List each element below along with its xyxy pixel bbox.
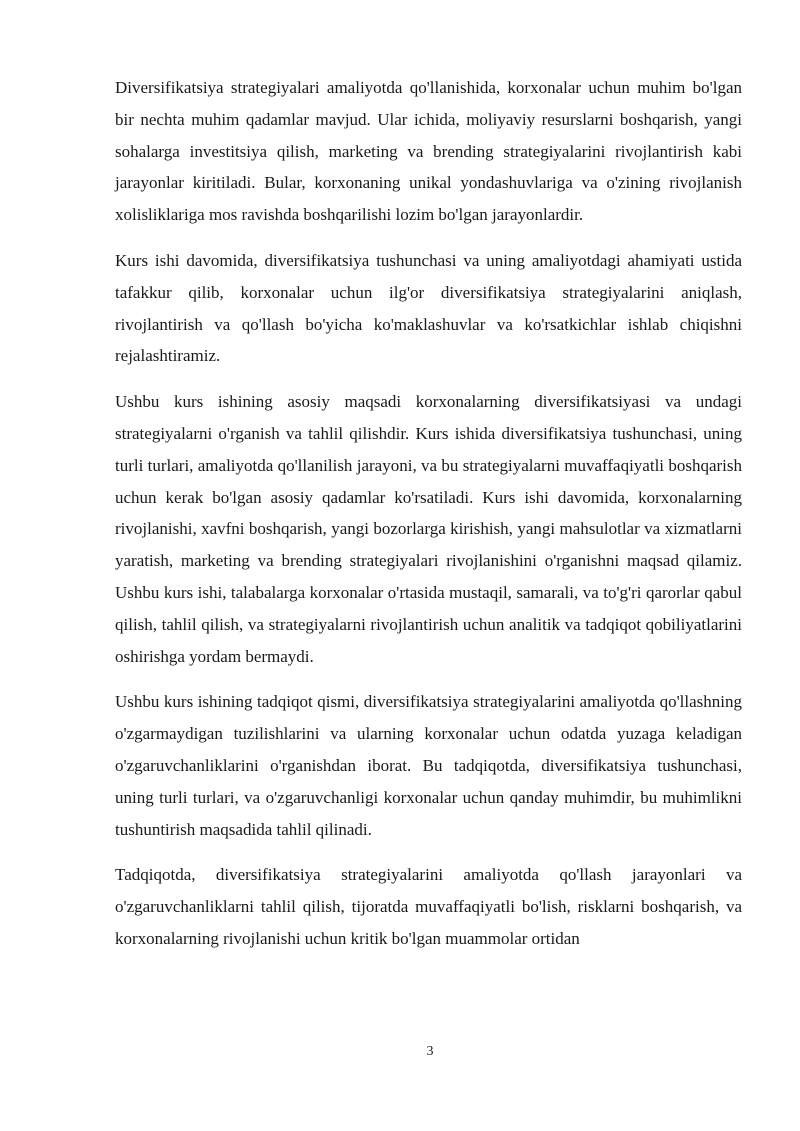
paragraph-2: Kurs ishi davomida, diversifikatsiya tushunchasi va uning amaliyotdagi ahamiyati ustida tafakkur qilib, korxonalar uchun ilg'or diversifikatsiya strategiyalarini aniqlash, rivojlantirish va qo'llash bo'yicha ko'maklashuvlar va ko'rsatkichlar ishlab chiqishni rejalashtiramiz. (115, 250, 742, 366)
paragraph-4: Ushbu kurs ishining tadqiqot qismi, diversifikatsiya strategiyalarini amaliyotda qo'llashning o'zgarmaydigan tuzilishlarini va ularning korxonalar uchun odatda yuzaga keladigan o'zgaruvchanliklarini o'rganishdan iborat. Bu tadqiqotda, diversifikatsiya tushunchasi, uning turli turlari, va o'zgaruvchanligi korxonalar uchun qanday muhimdir, bu muhimlikni tushuntirish maqsadida tahlil qilinadi. (115, 692, 742, 839)
paragraph-5: Tadqiqotda, diversifikatsiya strategiyalarini amaliyotda qo'llash jarayonlari va o'zgaruvchanliklarni tahlil qilish, tijoratda muvaffaqiyatli bo'lish, risklarni boshqarish, va korxonalarning rivojlanishi uchun kritik bo'lgan muammolar ortidan (115, 865, 742, 948)
page-body (115, 72, 742, 969)
paragraph-3: Ushbu kurs ishining asosiy maqsadi korxonalarning diversifikatsiyasi va undagi strategiyalarni o'rganish va tahlil qilishdir. Kurs ishida diversifikatsiya tushunchasi, uning turli turlari, amaliyotda qo'llanilish jarayoni, va bu strategiyalarni muvaffaqiyatli boshqarish uchun kerak bo'lgan asosiy qadamlar ko'rsatiladi. Kurs ishi davomida, korxonalarning rivojlanishi, xavfni boshqarish, yangi bozorlarga kirishish, yangi mahsulotlar va xizmatlarni yaratish, marketing va brending strategiyalari rivojlanishini o'rganishni maqsad qilamiz. Ushbu kurs ishi, talabalarga korxonalar o'rtasida mustaqil, samarali, va to'g'ri qarorlar qabul qilish, tahlil qilish, va strategiyalarni rivojlantirish uchun analitik va tadqiqot qobiliyatlarini oshirishga yordam bermaydi. (115, 392, 742, 666)
paragraph-1: Diversifikatsiya strategiyalari amaliyotda qo'llanishida, korxonalar uchun muhim bo'lgan bir nechta muhim qadamlar mavjud. Ular ichida, moliyaviy resurslarni boshqarish, yangi sohalarga investitsiya qilish, marketing va brending strategiyalarini rivojlantirish kabi jarayonlar kiritiladi. Bular, korxonaning unikal yondashuvlariga va o'zining rivojlanish xolisliklariga mos ravishda boshqarilishi lozim bo'lgan jarayonlardir. (115, 78, 742, 225)
page-number: 3 (426, 1044, 434, 1059)
